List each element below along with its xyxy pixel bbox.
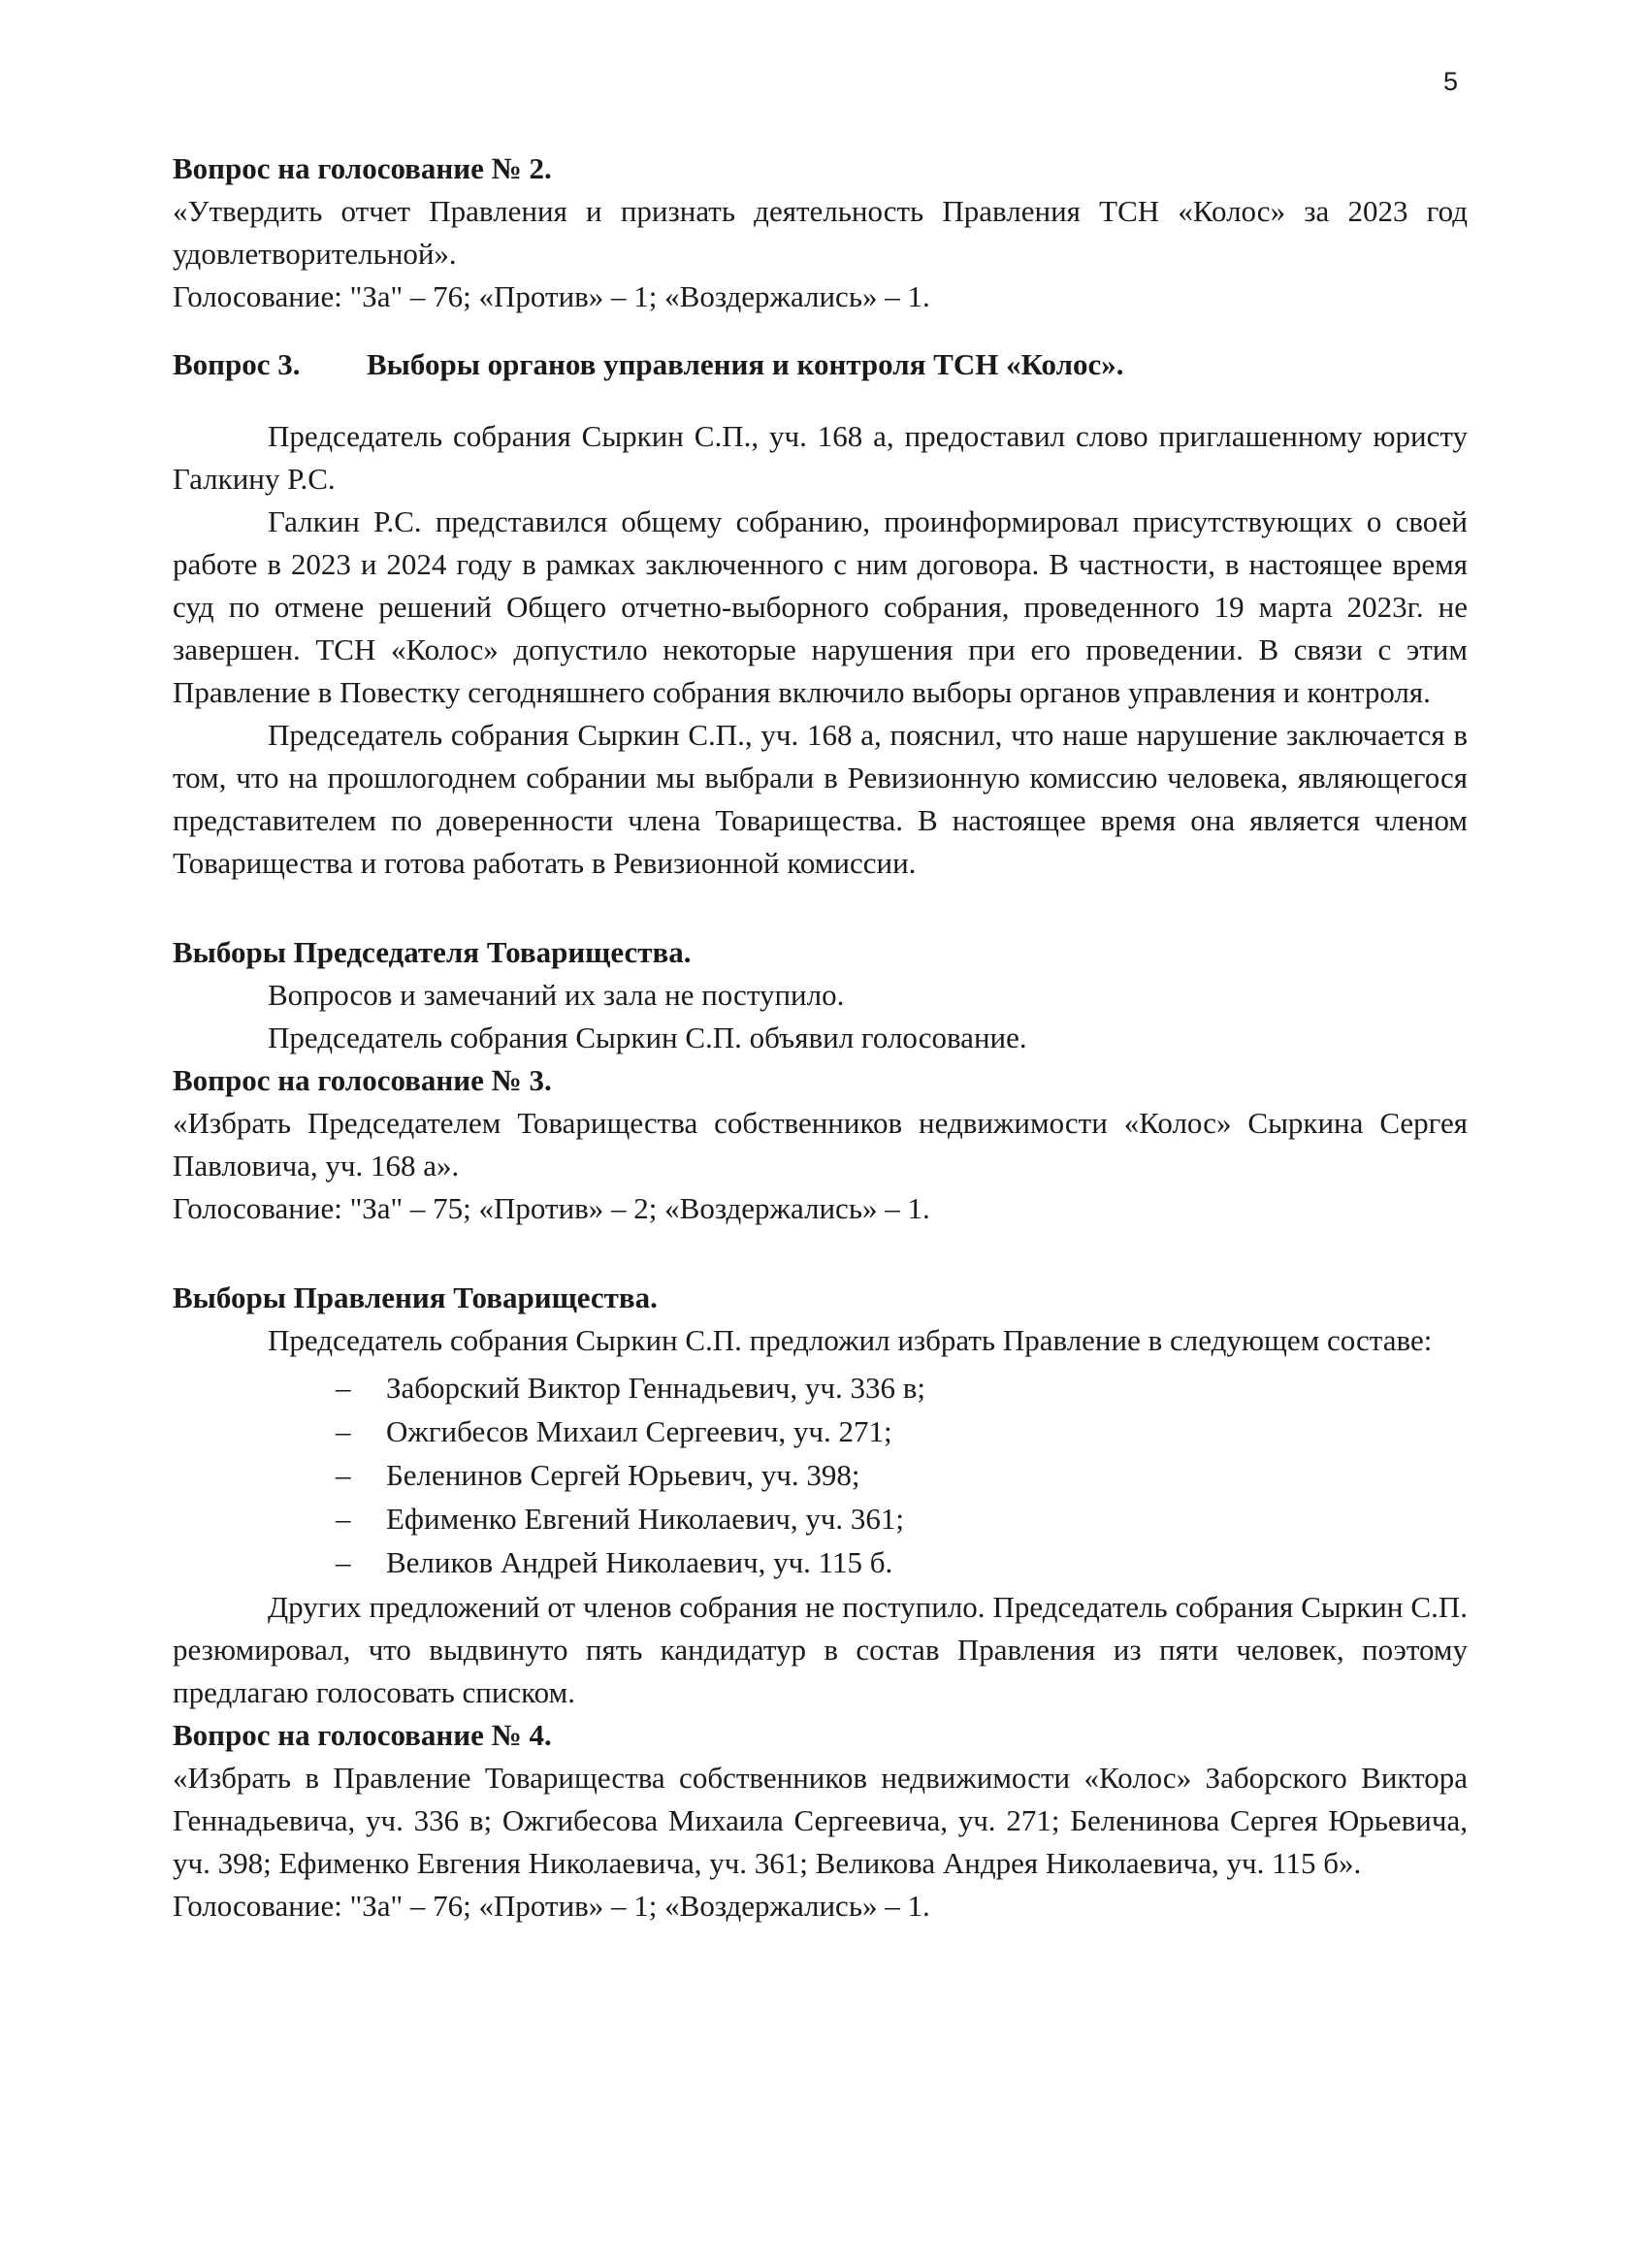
intro-paragraph: Председатель собрания Сыркин С.П., уч. 168 а, пояснил, что наше нарушение заключается в том, что на прошлогоднем собрании мы выбрали в Ревизионную комиссию человека, являющегося представителем по доверенности члена Товарищества. В настоящее время она является членом Товарищества и готова работать в Ревизионной комиссии. [173,718,1468,880]
question-3-title: Выборы органов управления и контроля ТСН «Колос». [367,347,1124,381]
board-section-heading: Выборы Правления Товарищества. [173,1280,658,1314]
vote-4-heading: Вопрос на голосование № 4. [173,1718,552,1752]
candidate-name: Великов Андрей Николаевич, уч. 115 б. [386,1545,893,1579]
list-item [336,1409,1468,1453]
list-dash: – [336,1371,351,1405]
question-3-header [173,343,1468,386]
intro-paragraph: Галкин Р.С. представился общему собранию, проинформировал присутствующих о своей работе в 2023 и 2024 году в рамках заключенного с ним договора. В частности, в настоящее время суд по отмене решений Общего отчетно-выборного собрания, проведенного 19 марта 2023г. не завершен. ТСН «Колос» допустило некоторые нарушения при его проведении. В связи с этим Правление в Повестку сегодняшнего собрания включило выборы органов управления и контроля. [173,504,1468,709]
chairman-section-line: Председатель собрания Сыркин С.П. объявил голосование. [268,1021,1027,1054]
vote-2-heading: Вопрос на голосование № 2. [173,151,552,185]
candidate-name: Ефименко Евгений Николаевич, уч. 361; [386,1502,905,1536]
vote-2-motion: «Утвердить отчет Правления и признать деятельность Правления ТСН «Колос» за 2023 год удовлетворительной». [173,194,1468,271]
candidate-name: Беленинов Сергей Юрьевич, уч. 398; [386,1458,860,1492]
chairman-section-heading: Выборы Председателя Товарищества. [173,935,692,969]
candidate-list [173,1366,1468,1584]
question-3-number: Вопрос 3. [173,347,301,381]
vote-2-result: Голосование: "За" – 76; «Против» – 1; «Воздержались» – 1. [173,279,930,313]
board-proposal: Председатель собрания Сыркин С.П. предложил избрать Правление в следующем составе: [268,1323,1433,1357]
vote-3-motion: «Избрать Председателем Товарищества собственников недвижимости «Колос» Сыркина Сергея Павловича, уч. 168 а». [173,1106,1468,1183]
candidate-name: Ожгибесов Михаил Сергеевич, уч. 271; [386,1414,892,1448]
board-summary: Других предложений от членов собрания не поступило. Председатель собрания Сыркин С.П. резюмировал, что выдвинуто пять кандидатур в состав Правления из пяти человек, поэтому предлагаю голосовать списком. [173,1590,1468,1709]
vote-4-motion: «Избрать в Правление Товарищества собственников недвижимости «Колос» Заборского Виктора Геннадьевича, уч. 336 в; Ожгибесова Михаила Сергеевича, уч. 271; Беленинова Сергея Юрьевича, уч. 398; Ефименко Евгения Николаевича, уч. 361; Великова Андрея Николаевича, уч. 115 б». [173,1761,1468,1880]
vote-4-result: Голосование: "За" – 76; «Против» – 1; «Воздержались» – 1. [173,1889,930,1923]
vote-3-result: Голосование: "За" – 75; «Против» – 2; «Воздержались» – 1. [173,1191,930,1225]
document-body [173,147,1468,1928]
vote-3-heading: Вопрос на голосование № 3. [173,1063,552,1097]
list-dash: – [336,1545,351,1579]
list-dash: – [336,1458,351,1492]
list-item [336,1366,1468,1409]
list-dash: – [336,1414,351,1448]
list-dash: – [336,1502,351,1536]
list-item [336,1497,1468,1540]
chairman-section-line: Вопросов и замечаний их зала не поступило. [268,978,845,1012]
candidate-name: Заборский Виктор Геннадьевич, уч. 336 в; [386,1371,925,1405]
list-item [336,1453,1468,1497]
list-item [336,1540,1468,1584]
page-number: 5 [1443,67,1459,96]
intro-paragraph: Председатель собрания Сыркин С.П., уч. 168 а, предоставил слово приглашенному юристу Галкину Р.С. [173,419,1468,496]
